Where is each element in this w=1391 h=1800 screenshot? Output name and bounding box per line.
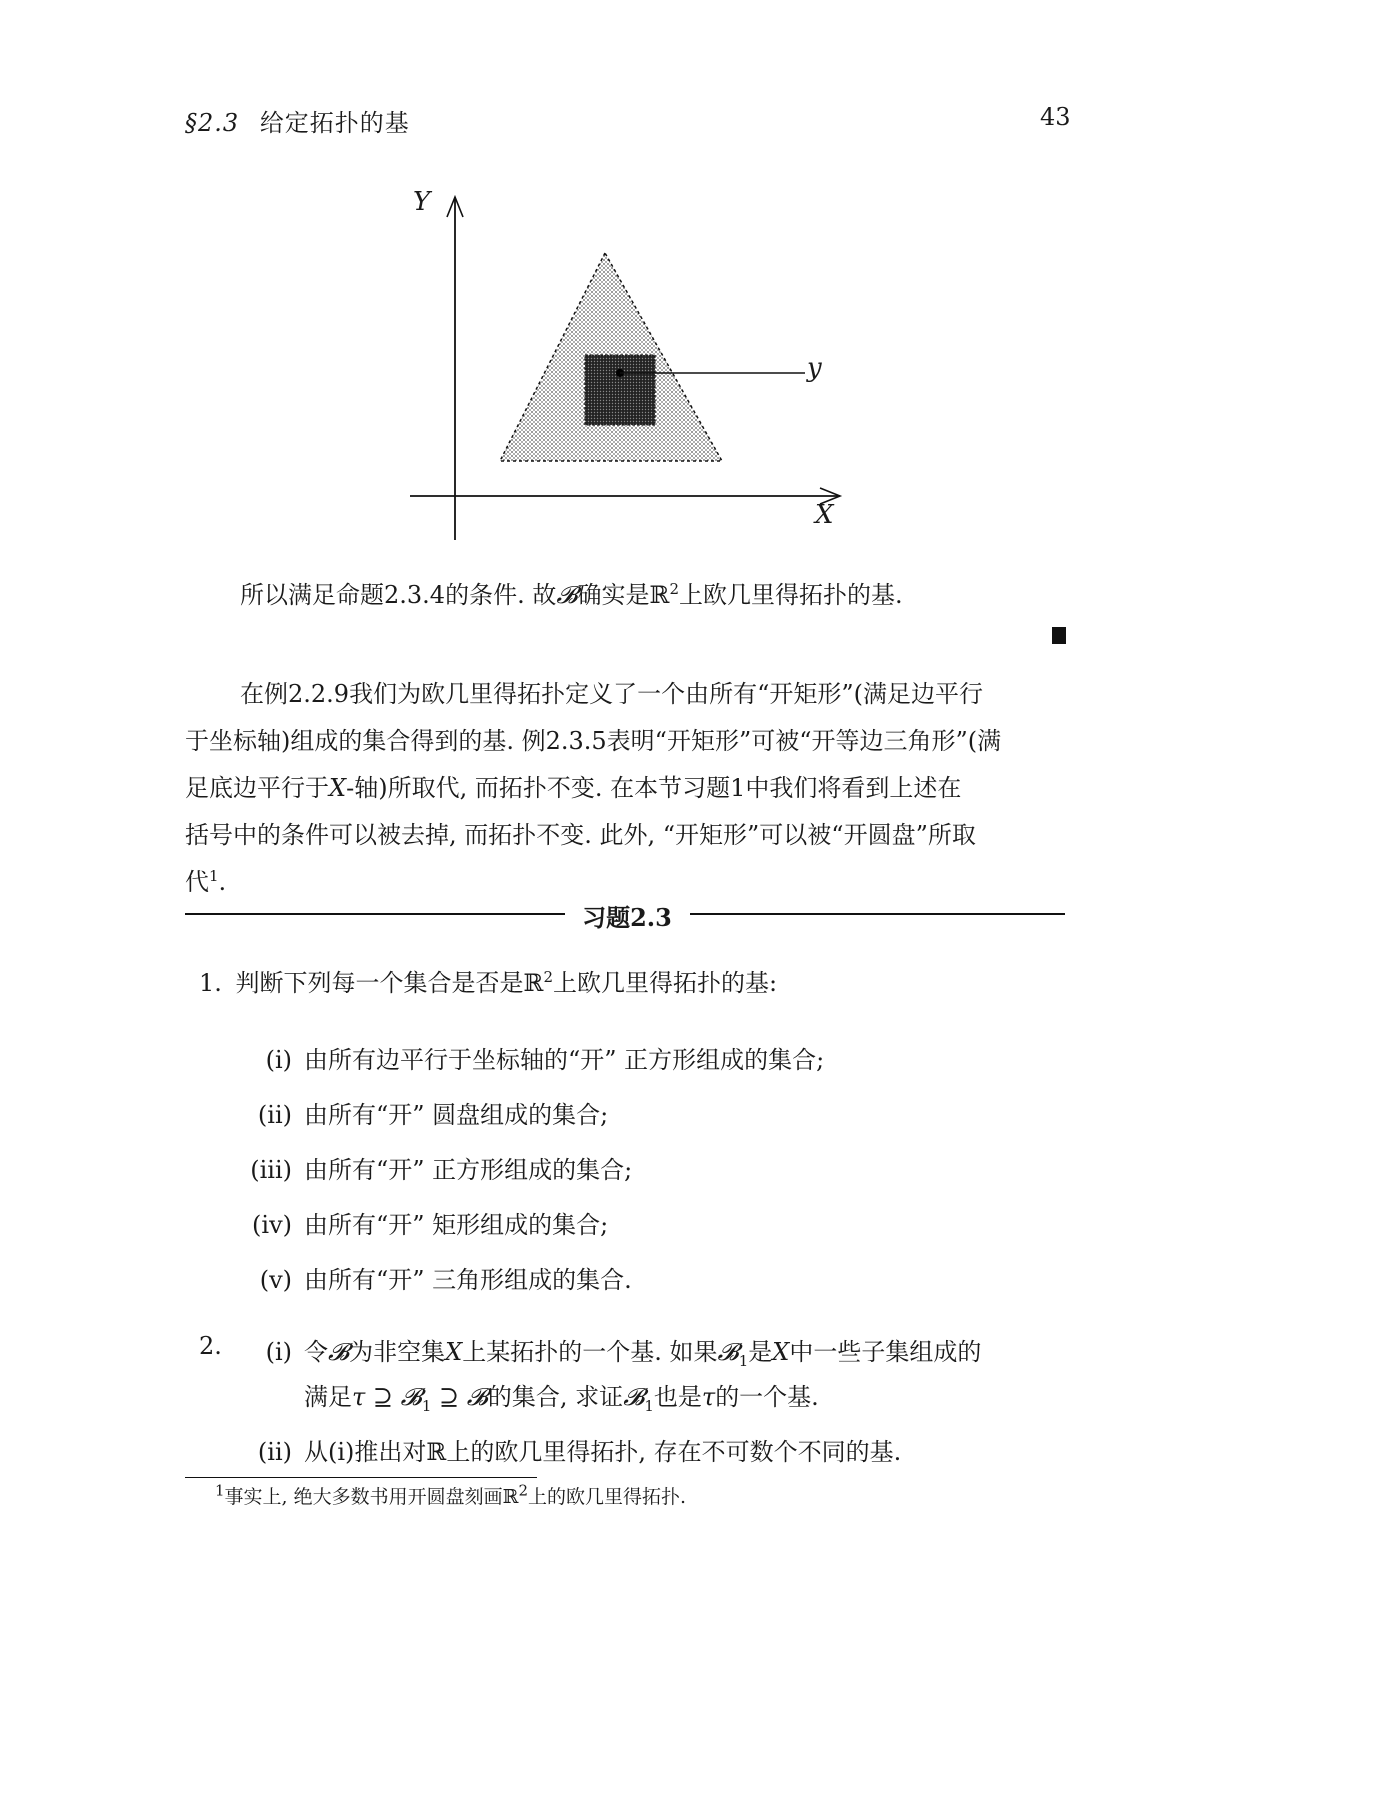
footnote bbox=[215, 1482, 686, 1509]
text: 上欧几里得拓扑的基. bbox=[679, 581, 903, 609]
symbol-B1: 𝓑 bbox=[400, 1383, 422, 1411]
exponent: 2 bbox=[669, 580, 679, 598]
item-text: 由所有边平行于坐标轴的“开” 正方形组成的集合; bbox=[304, 1046, 825, 1074]
exercise-2-part-ii bbox=[230, 1432, 901, 1467]
text: 满足 bbox=[304, 1383, 352, 1411]
symbol-B1: 𝓑 bbox=[717, 1338, 739, 1366]
item-label: (iv) bbox=[252, 1211, 292, 1239]
text: 是 bbox=[748, 1338, 773, 1366]
paragraph-line: 于坐标轴)组成的集合得到的基. 例2.3.5表明“开矩形”可被“开等边三角形”(满 bbox=[185, 727, 1002, 755]
text: 所以满足命题2.3.4的条件. 故 bbox=[240, 581, 557, 609]
text: 从(i)推出对 bbox=[304, 1438, 427, 1466]
item-label: (i) bbox=[265, 1046, 292, 1074]
text: 上欧几里得拓扑的基: bbox=[553, 969, 778, 997]
paragraph-open-rectangles bbox=[185, 671, 1075, 906]
paragraph-line: 在例2.2.9我们为欧几里得拓扑定义了一个由所有“开矩形”(满足边平行 bbox=[240, 680, 983, 708]
exercise-1-item bbox=[230, 1040, 824, 1075]
qed-box bbox=[1052, 627, 1066, 644]
exponent: 2 bbox=[543, 968, 554, 986]
point-label: y bbox=[807, 353, 822, 383]
item-label: (i) bbox=[265, 1338, 292, 1366]
footnote-mark: 1 bbox=[215, 1481, 225, 1500]
symbol-R: ℝ bbox=[649, 581, 670, 609]
footnote-rule bbox=[185, 1477, 537, 1478]
symbol-R: ℝ bbox=[523, 969, 544, 997]
item-text: 由所有“开” 三角形组成的集合. bbox=[304, 1266, 632, 1294]
open-square bbox=[585, 355, 655, 425]
symbol-X: X bbox=[772, 1338, 790, 1366]
triangle-square-figure bbox=[395, 187, 875, 609]
item-text: 由所有“开” 正方形组成的集合; bbox=[304, 1156, 633, 1184]
text: 的集合, 求证 bbox=[487, 1383, 624, 1411]
symbol-X: X bbox=[445, 1338, 463, 1366]
text: 确实是 bbox=[577, 581, 650, 609]
item-label: (ii) bbox=[257, 1101, 292, 1129]
item-label: (ii) bbox=[257, 1438, 292, 1466]
exercise-1-item bbox=[230, 1150, 632, 1185]
text: 上的欧几里得拓扑. bbox=[527, 1486, 687, 1508]
item-text: 由所有“开” 圆盘组成的集合; bbox=[304, 1101, 609, 1129]
text: 上某拓扑的一个基. 如果 bbox=[462, 1338, 718, 1366]
symbol-supseteq: ⊇ bbox=[365, 1383, 401, 1411]
symbol-R: ℝ bbox=[426, 1438, 447, 1466]
symbol-R: ℝ bbox=[502, 1486, 519, 1508]
text: . bbox=[218, 868, 227, 896]
symbol-X: X bbox=[329, 774, 347, 802]
heading-rule-left bbox=[185, 913, 565, 915]
item-text: 由所有“开” 矩形组成的集合; bbox=[304, 1211, 609, 1239]
x-axis-label: X bbox=[815, 500, 834, 530]
paragraph-conclusion bbox=[240, 572, 903, 619]
exercise-1-item bbox=[230, 1205, 608, 1240]
symbol-B1: 𝓑 bbox=[623, 1383, 645, 1411]
text: 足底边平行于 bbox=[185, 774, 329, 802]
text: 代 bbox=[185, 868, 209, 896]
heading-rule-right bbox=[690, 913, 1065, 915]
exercises-heading bbox=[185, 898, 1065, 932]
text: 上的欧几里得拓扑, 存在不可数个不同的基. bbox=[446, 1438, 902, 1466]
exercise-1 bbox=[199, 963, 777, 998]
subscript: 1 bbox=[644, 1396, 654, 1415]
exercise-2-part-i bbox=[230, 1332, 982, 1370]
exponent: 2 bbox=[518, 1481, 528, 1500]
paragraph-line bbox=[185, 765, 1075, 812]
text: -轴)所取代, 而拓扑不变. 在本节习题1中我们将看到上述在 bbox=[346, 774, 962, 802]
exercise-number: 1. bbox=[199, 969, 222, 997]
item-label: (v) bbox=[259, 1266, 292, 1294]
symbol-B: 𝓑 bbox=[328, 1338, 350, 1366]
exercise-1-item bbox=[230, 1260, 632, 1295]
text: 中一些子集组成的 bbox=[789, 1338, 982, 1366]
text: 也是 bbox=[653, 1383, 702, 1411]
exercises-title: 习题2.3 bbox=[582, 903, 672, 932]
symbol-B: 𝓑 bbox=[466, 1383, 488, 1411]
section-number: §2.3 bbox=[185, 109, 240, 137]
text: 令 bbox=[304, 1338, 328, 1366]
item-label: (iii) bbox=[250, 1156, 292, 1184]
symbol-tau: τ bbox=[352, 1383, 366, 1411]
exercise-2-part-i-line2 bbox=[304, 1377, 819, 1415]
text: 事实上, 绝大多数书用开圆盘刻画 bbox=[224, 1486, 503, 1508]
symbol-B: 𝓑 bbox=[556, 581, 578, 609]
running-header bbox=[185, 103, 410, 138]
exercise-2-number: 2. bbox=[199, 1332, 222, 1360]
text: 判断下列每一个集合是否是 bbox=[235, 969, 524, 997]
page-number: 43 bbox=[1040, 103, 1071, 131]
subscript: 1 bbox=[421, 1396, 432, 1415]
footnote-ref[interactable]: 1 bbox=[209, 867, 219, 885]
subscript: 1 bbox=[738, 1351, 749, 1370]
text: 的一个基. bbox=[715, 1383, 819, 1411]
symbol-tau: τ bbox=[701, 1383, 716, 1411]
section-title: 给定拓扑的基 bbox=[259, 109, 410, 137]
text: 为非空集 bbox=[349, 1338, 446, 1366]
exercise-1-item bbox=[230, 1095, 608, 1130]
symbol-supseteq: ⊇ bbox=[431, 1383, 467, 1411]
y-axis-label: Y bbox=[413, 187, 431, 217]
paragraph-line: 括号中的条件可以被去掉, 而拓扑不变. 此外, “开矩形”可以被“开圆盘”所取 bbox=[185, 821, 976, 849]
